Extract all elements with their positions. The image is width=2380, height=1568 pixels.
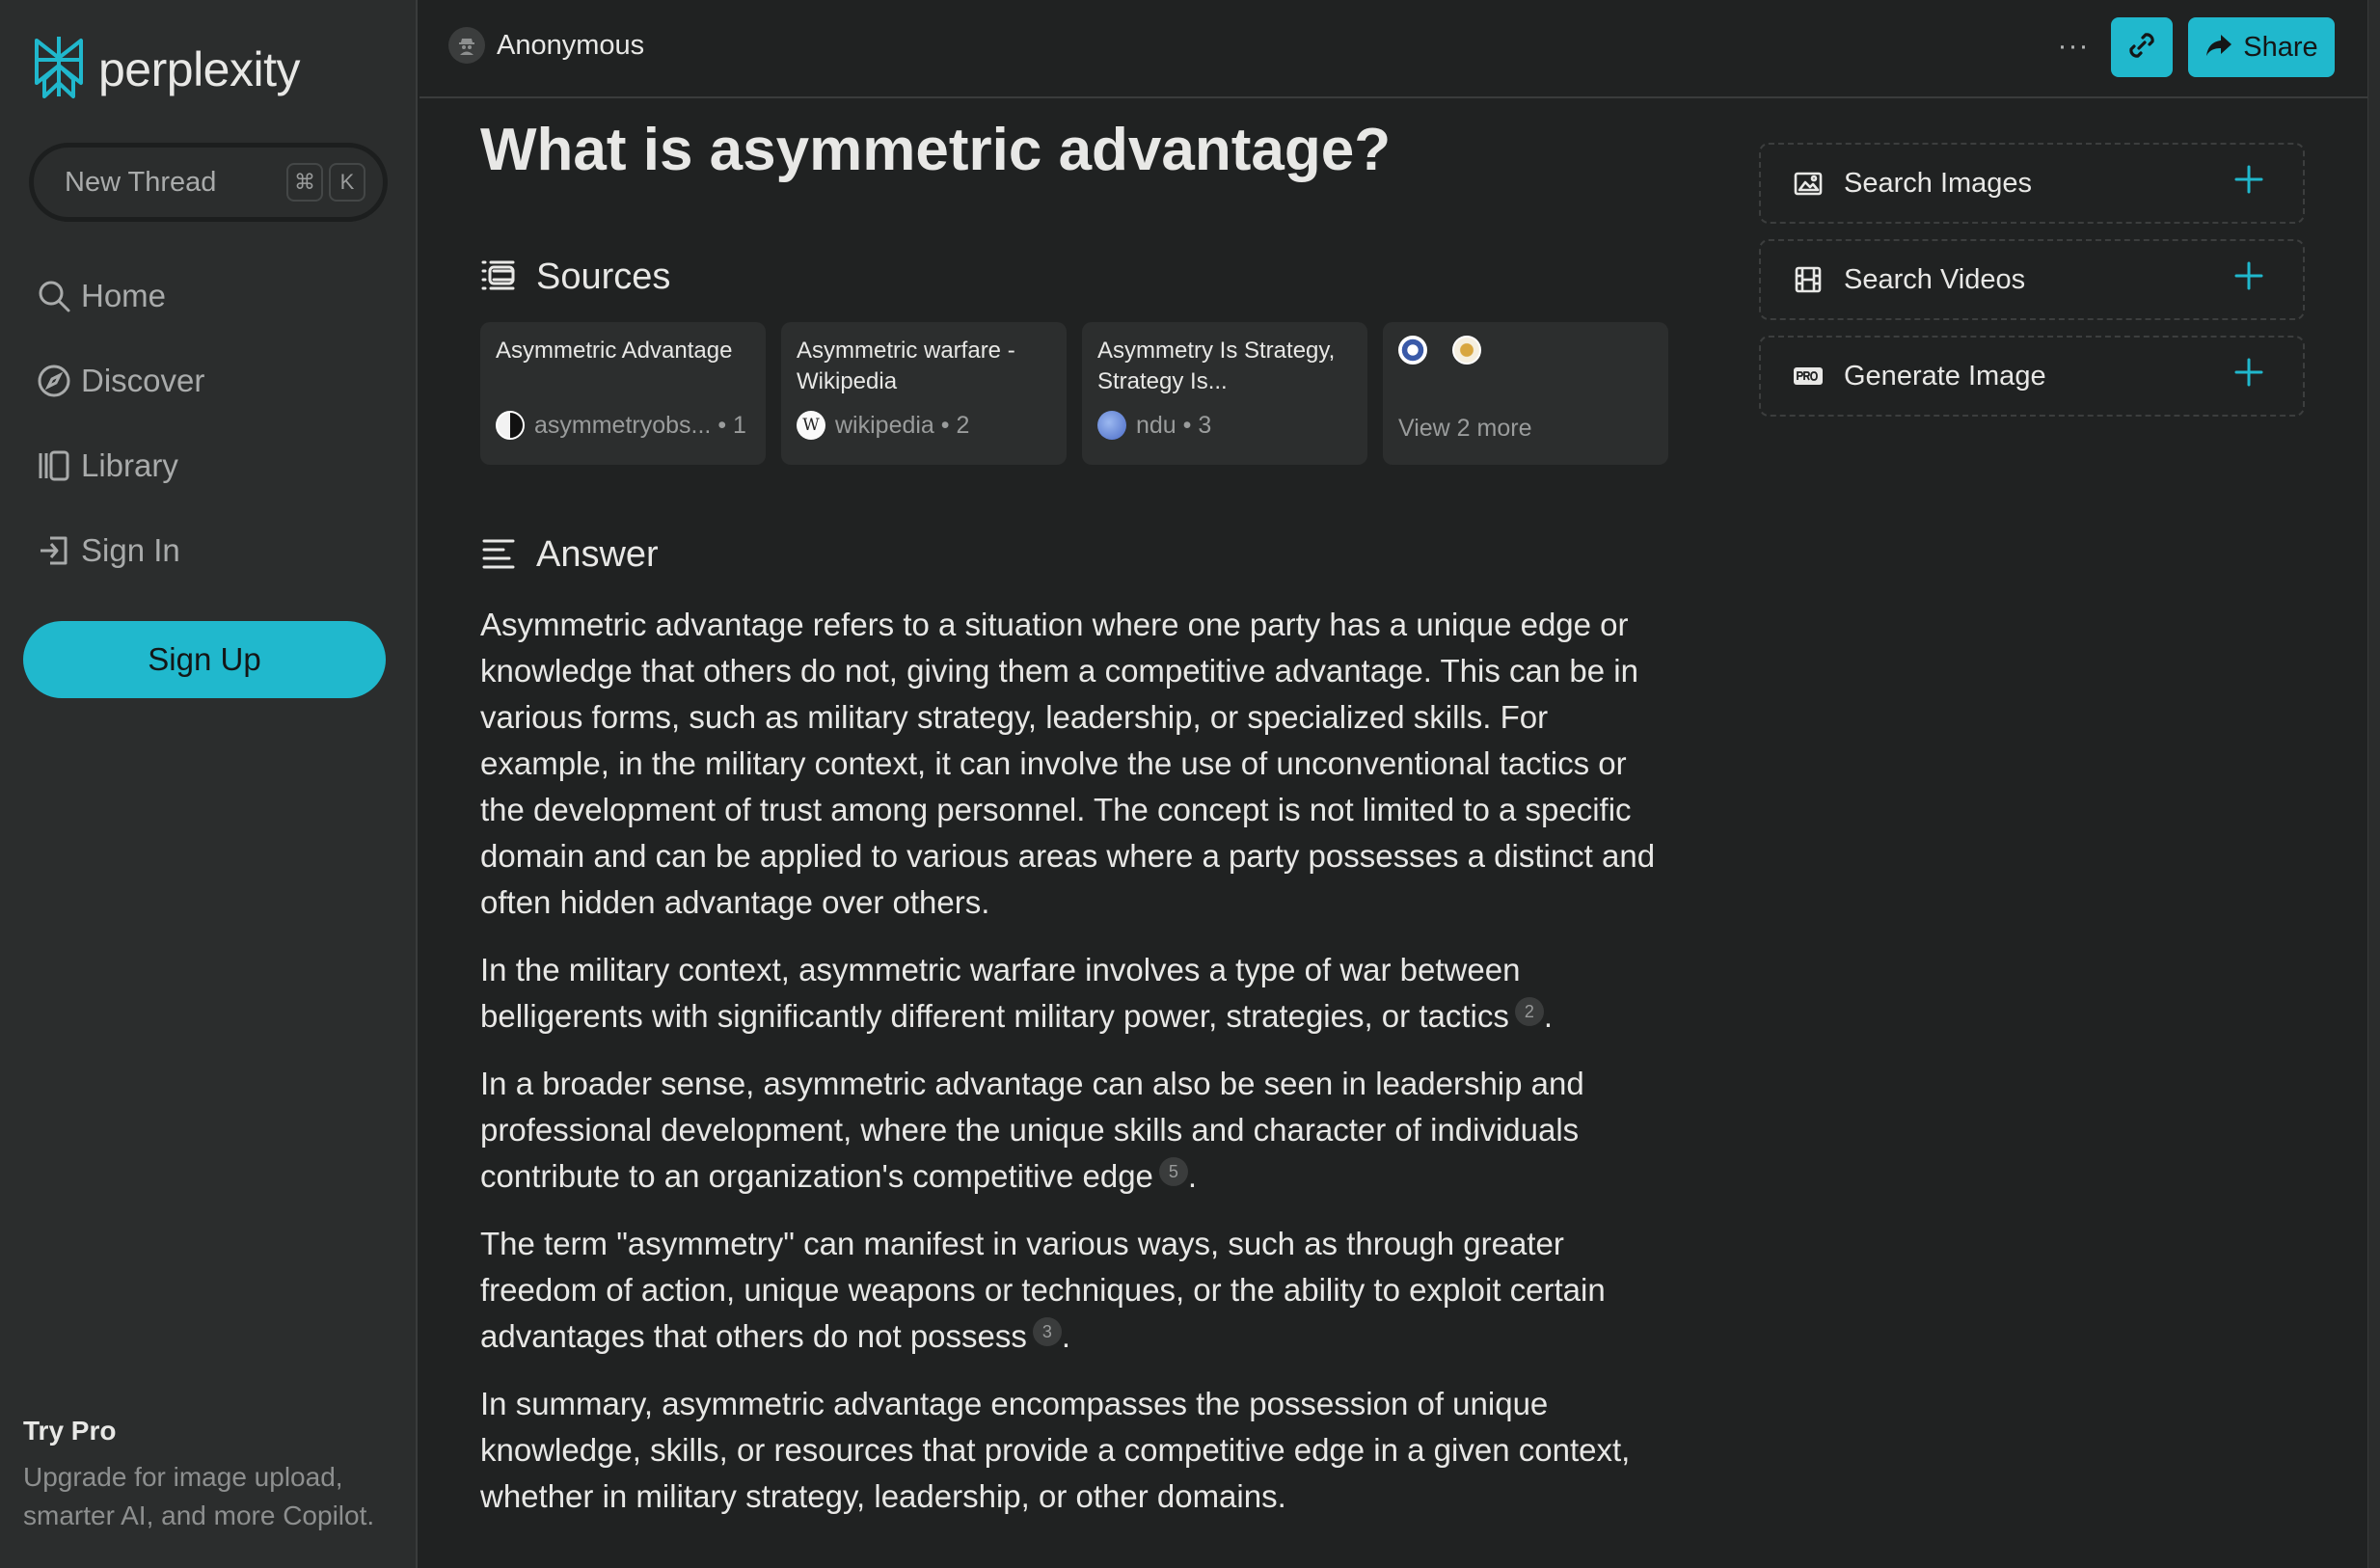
answer-paragraph: [480, 1381, 1676, 1520]
new-thread-button[interactable]: [29, 143, 388, 222]
thread-question: What is asymmetric advantage?: [480, 117, 1392, 183]
page-scrollbar[interactable]: [2367, 0, 2380, 1568]
source-site: asymmetryobs...: [534, 411, 712, 439]
citation-badge[interactable]: 3: [1033, 1317, 1062, 1346]
source-dot: •: [1176, 411, 1199, 439]
sign-in-icon: [35, 531, 73, 570]
answer-header: [480, 530, 1676, 579]
source-favicon-icon: [1398, 336, 1427, 365]
asymmetry-favicon-icon: [496, 411, 525, 440]
link-icon: [2124, 28, 2159, 68]
sources-title: Sources: [536, 256, 671, 297]
source-meta: [1097, 411, 1211, 440]
citation-badge[interactable]: 5: [1159, 1157, 1188, 1186]
sources-header: [480, 253, 1676, 301]
plus-icon: [2233, 164, 2272, 203]
source-title: Asymmetric warfare - Wikipedia: [797, 338, 1015, 394]
sign-up-button[interactable]: Sign Up: [23, 621, 386, 698]
search-icon: [35, 277, 73, 315]
action-label: Search Images: [1844, 167, 2033, 199]
search-videos-button[interactable]: [1759, 239, 2305, 320]
search-images-button[interactable]: [1759, 143, 2305, 224]
sidebar-item-label: Library: [81, 447, 178, 483]
shortcut-keys: [286, 163, 365, 202]
source-dot: •: [933, 411, 957, 439]
view-more-label: View 2 more: [1398, 415, 1532, 442]
sources-list: [480, 322, 1676, 465]
user-indicator[interactable]: [448, 27, 644, 64]
source-title: Asymmetry Is Strategy, Strategy Is...: [1097, 338, 1336, 394]
source-site: wikipedia: [835, 411, 934, 439]
source-meta: [496, 411, 746, 440]
share-arrow-icon: [2204, 31, 2233, 65]
compass-icon: [35, 362, 73, 400]
pro-badge-icon: [1792, 360, 1825, 392]
answer-lines-icon: [480, 534, 536, 576]
action-label: Search Videos: [1844, 263, 2026, 295]
copy-link-button[interactable]: [2111, 17, 2173, 77]
more-source-favicons: [1398, 336, 1653, 365]
command-key: ⌘: [286, 163, 323, 202]
logo-text: perplexity: [98, 41, 300, 96]
source-site: ndu: [1136, 411, 1176, 439]
k-key: K: [329, 163, 365, 202]
film-icon: [1792, 263, 1825, 296]
anonymous-avatar-icon: [448, 27, 485, 64]
source-card[interactable]: [781, 322, 1067, 465]
sidebar-item-library[interactable]: [35, 437, 178, 495]
answer-text: In summary, asymmetric advantage encompasses the possession of unique knowledge, skills, or resources that provide a competitive edge in a given context, whether in military strategy, leadership, or other domains.: [480, 1386, 1631, 1514]
sidebar-item-sign-in[interactable]: [35, 522, 180, 580]
answer-text: Asymmetric advantage refers to a situation where one party has a unique edge or knowledge that others do not, giving them a competitive advantage. This can be in various forms, such as military strategy, leadership, or specialized skills. For example, in the military context, it can involve the use of unconventional tactics or the development of trust among personnel. The concept is not limited to a specific domain and can be applied to various areas where a party possesses a distinct and often hidden advantage over others.: [480, 607, 1656, 920]
sources-icon: [480, 257, 536, 298]
action-label: Generate Image: [1844, 360, 2046, 392]
sidebar-item-discover[interactable]: [35, 352, 204, 410]
share-button[interactable]: [2188, 17, 2335, 77]
try-pro-description: Upgrade for image upload, smarter AI, and more Copilot.: [23, 1462, 375, 1530]
answer-text: In the military context, asymmetric warfare involves a type of war between belligerents with significantly different military power, strategies, or tactics: [480, 952, 1521, 1034]
citation-badge[interactable]: 2: [1515, 997, 1544, 1026]
logo[interactable]: [29, 33, 300, 105]
source-card[interactable]: [480, 322, 766, 465]
media-actions-panel: [1759, 143, 2305, 432]
new-thread-label: New Thread: [65, 166, 217, 198]
user-name: Anonymous: [497, 29, 645, 61]
try-pro-promo[interactable]: [23, 1416, 399, 1535]
answer-body: [480, 602, 1676, 1520]
try-pro-title: Try Pro: [23, 1416, 117, 1446]
sidebar: [0, 0, 418, 1568]
answer-title: Answer: [536, 533, 659, 575]
top-bar: [419, 0, 2367, 98]
image-icon: [1792, 167, 1825, 200]
answer-paragraph: In a broader sense, asymmetric advantage can also be seen in leadership and professional development, where the unique skills and character of individuals contribute to an organization's competitive edge 5 .: [480, 1066, 1584, 1194]
thread-main: [480, 100, 1676, 1520]
wikipedia-favicon-icon: W: [797, 411, 825, 440]
source-index: 2: [956, 411, 970, 439]
source-favicon-icon: [1452, 336, 1481, 365]
plus-icon: [2233, 357, 2272, 395]
sidebar-item-home[interactable]: [35, 267, 166, 325]
answer-paragraph: [480, 602, 1676, 926]
generate-image-button[interactable]: [1759, 336, 2305, 417]
answer-paragraph: In the military context, asymmetric warfare involves a type of war between belligerents with significantly different military power, strategies, or tactics 2 .: [480, 952, 1554, 1034]
source-meta: [797, 411, 969, 440]
answer-text: The term "asymmetry" can manifest in various ways, such as through greater freedom of action, unique weapons or techniques, or the ability to exploit certain advantages that others do not possess: [480, 1226, 1606, 1354]
library-icon: [35, 446, 73, 485]
view-more-sources-card[interactable]: [1383, 322, 1668, 465]
sidebar-item-label: Discover: [81, 363, 205, 398]
more-options-button[interactable]: ···: [2057, 30, 2090, 62]
perplexity-logo-icon: [29, 33, 89, 105]
sidebar-item-label: Sign In: [81, 532, 180, 568]
source-index: 3: [1198, 411, 1212, 439]
answer-text: In a broader sense, asymmetric advantage can also be seen in leadership and professional development, where the unique skills and character of individuals contribute to an organization's competitive edge: [480, 1066, 1584, 1194]
plus-icon: [2233, 260, 2272, 299]
answer-paragraph: The term "asymmetry" can manifest in various ways, such as through greater freedom of action, unique weapons or techniques, or the ability to exploit certain advantages that others do not possess 3 .: [480, 1226, 1606, 1354]
share-label: Share: [2243, 31, 2318, 63]
ndu-favicon-icon: [1097, 411, 1126, 440]
source-index: 1: [733, 411, 746, 439]
source-title: Asymmetric Advantage: [496, 338, 733, 364]
source-card[interactable]: [1082, 322, 1367, 465]
sidebar-item-label: Home: [81, 278, 167, 313]
source-dot: •: [711, 411, 734, 439]
